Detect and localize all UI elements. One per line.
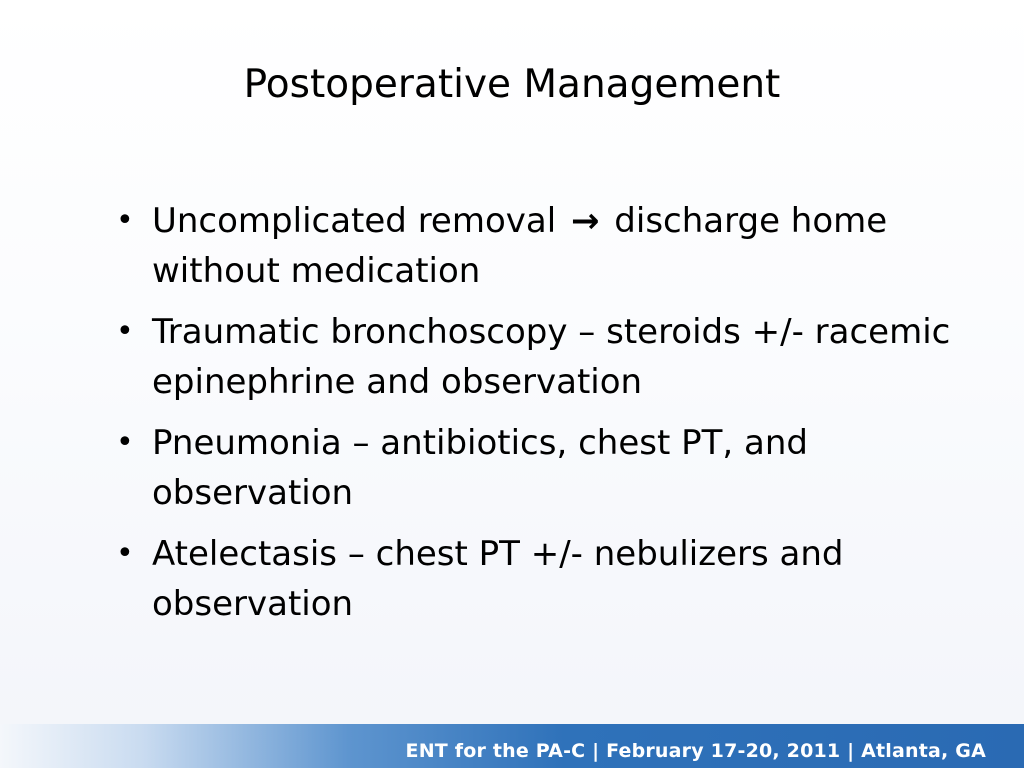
footer-conference-text: ENT for the PA-C | February 17-20, 2011 | Atlanta, GA [405,740,986,762]
footer-band [0,724,1024,768]
bullet-item-atelectasis [116,529,1016,629]
bullet-dot-icon: • [116,425,134,460]
slide-title: Postoperative Management [243,62,781,107]
bullet-dot-icon: • [116,314,134,349]
bullet-text: Atelectasis – chest PT +/- nebulizers and observation [152,534,844,624]
right-arrow-icon: → [570,201,600,241]
bullet-item-traumatic-bronchoscopy [116,307,1016,407]
bullet-dot-icon: • [116,203,134,238]
bullet-text: Pneumonia – antibiotics, chest PT, and observation [152,423,808,513]
bullet-item-pneumonia [116,418,1016,518]
bullet-text-after-arrow: discharge home without medication [152,201,888,291]
bullet-item-uncomplicated-removal [116,196,1016,296]
bullet-dot-icon: • [116,536,134,571]
bullet-list [116,196,1016,640]
bullet-text: Traumatic bronchoscopy – steroids +/- racemic epinephrine and observation [152,312,951,402]
bullet-text-before-arrow: Uncomplicated removal [152,201,557,241]
